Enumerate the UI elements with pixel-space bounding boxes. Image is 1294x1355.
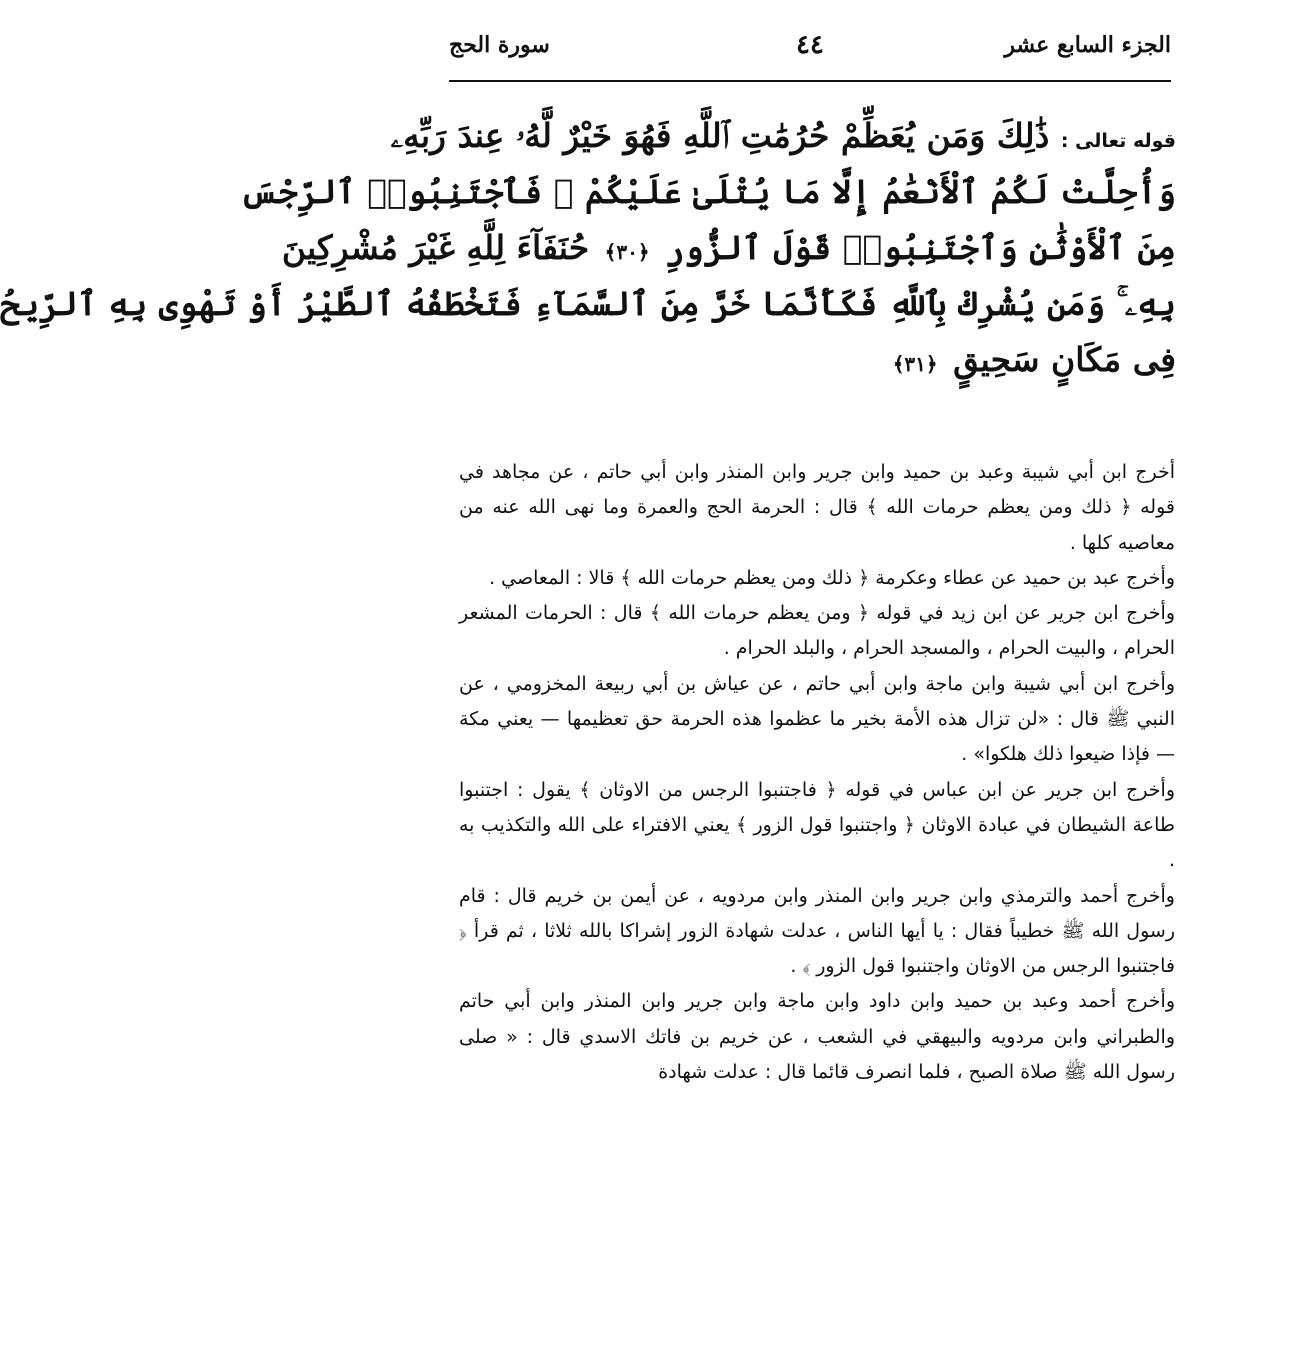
verse-line-4 <box>0 276 1176 332</box>
verse-text-3: مِنَ ٱلْأَوْثَٰنِ وَٱجْتَنِبُوا۟ قَوْلَ ٱلزُّورِ <box>665 228 1176 267</box>
paragraph-6: وأخرج أحمد والترمذي وابن جرير وابن المنذر وابن مردويه ، عن أيمن بن خريم قال : قام رسول الله ﷺ خطيباً فقال : يا أيها الناس ، عدلت شهادة الزور إشراكا بالله ثلاثا ، ثم قرأ ﴿ فاجتنبوا الرجس من الاوثان واجتنبوا قول الزور ﴾ . <box>459 884 1175 978</box>
quran-verse-block <box>0 108 1176 388</box>
verse-line-2 <box>239 164 1176 220</box>
paragraph-4: وأخرج ابن أبي شيبة وابن ماجة وابن أبي حاتم ، عن عياش بن أبي ربيعة المخزومي ، عن النبي ﷺ قال : «لن تزال هذه الأمة بخير ما عظموا هذه الحرمة حق تعظيمها — يعني مكة — فإذا ضيعوا ذلك هلكوا» . <box>459 672 1175 766</box>
paragraph-1: أخرج ابن أبي شيبة وعبد بن حميد وابن جرير وابن المنذر وابن أبي حاتم ، عن مجاهد في قوله ﴿ ذلك ومن يعظم حرمات الله ﴾ قال : الحرمة الحج والعمرة وما نهى الله عنه من معاصيه كلها . <box>459 461 1175 554</box>
verse-text-1: ذَٰلِكَ وَمَن يُعَظِّمْ حُرُمَٰتِ ٱللَّهِ فَهُوَ خَيْرٌ لَّهُۥ عِندَ رَبِّهِۦ <box>390 116 1050 155</box>
verse-text-2: وَأُحِلَّتْ لَكُمُ ٱلْأَنْعَٰمُ إِلَّا مَا يُتْلَىٰ عَلَيْكُمْ ۖ فَٱجْتَنِبُوا۟ ٱلرِّجْسَ <box>239 172 1176 211</box>
verse-intro: قوله تعالى : <box>1060 130 1176 152</box>
verse-text-4: بِهِۦ ۚ وَمَن يُشْرِكْ بِٱللَّهِ فَكَأَنَّمَا خَرَّ مِنَ ٱلسَّمَآءِ فَتَخْطَفُهُ ٱلطَّيْرُ أَوْ تَهْوِى بِهِ ٱلرِّيحُ <box>0 284 1176 323</box>
verse-line-1 <box>390 108 1176 164</box>
verse-text-5: فِى مَكَانٍ سَحِيقٍ <box>953 340 1176 379</box>
paragraph-5: وأخرج ابن جرير عن ابن عباس في قوله ﴿ فاجتنبوا الرجس من الاوثان ﴾ يقول : اجتنبوا طاعة الشيطان في عبادة الاوثان ﴿ واجتنبوا قول الزور ﴾ يعني الافتراء على الله والتكذيب به . <box>459 778 1175 872</box>
ayah-marker-30: ﴿٣٠﴾ <box>604 240 650 264</box>
part-title: الجزء السابع عشر <box>1004 32 1171 58</box>
page-header <box>449 30 1171 82</box>
ayah-marker-31: ﴿٣١﴾ <box>892 352 938 376</box>
page-number: ٤٤ <box>796 30 824 60</box>
verse-line-5 <box>454 332 1176 388</box>
paragraph-2: وأخرج عبد بن حميد عن عطاء وعكرمة ﴿ ذلك ومن يعظم حرمات الله ﴾ قالا : المعاصي . <box>489 566 1175 589</box>
surah-title: سورة الحج <box>449 32 550 58</box>
verse-text-3b: حُنَفَآءَ لِلَّهِ غَيْرَ مُشْرِكِينَ <box>281 228 590 267</box>
paragraph-7: وأخرج أحمد وعبد بن حميد وابن داود وابن ماجة وابن جرير وابن المنذر وابن أبي حاتم والطبراني وابن مردويه والبيهقي في الشعب ، عن خريم بن فاتك الاسدي قال : « صلى رسول الله ﷺ صلاة الصبح ، فلما انصرف قائما قال : عدلت شهادة <box>459 990 1175 1084</box>
commentary-text <box>459 455 1175 1090</box>
verse-line-3 <box>281 220 1176 276</box>
paragraph-3: وأخرج ابن جرير عن ابن زيد في قوله ﴿ ومن يعظم حرمات الله ﴾ قال : الحرمات المشعر الحرام ، والبيت الحرام ، والمسجد الحرام ، والبلد الحرام . <box>459 602 1175 660</box>
